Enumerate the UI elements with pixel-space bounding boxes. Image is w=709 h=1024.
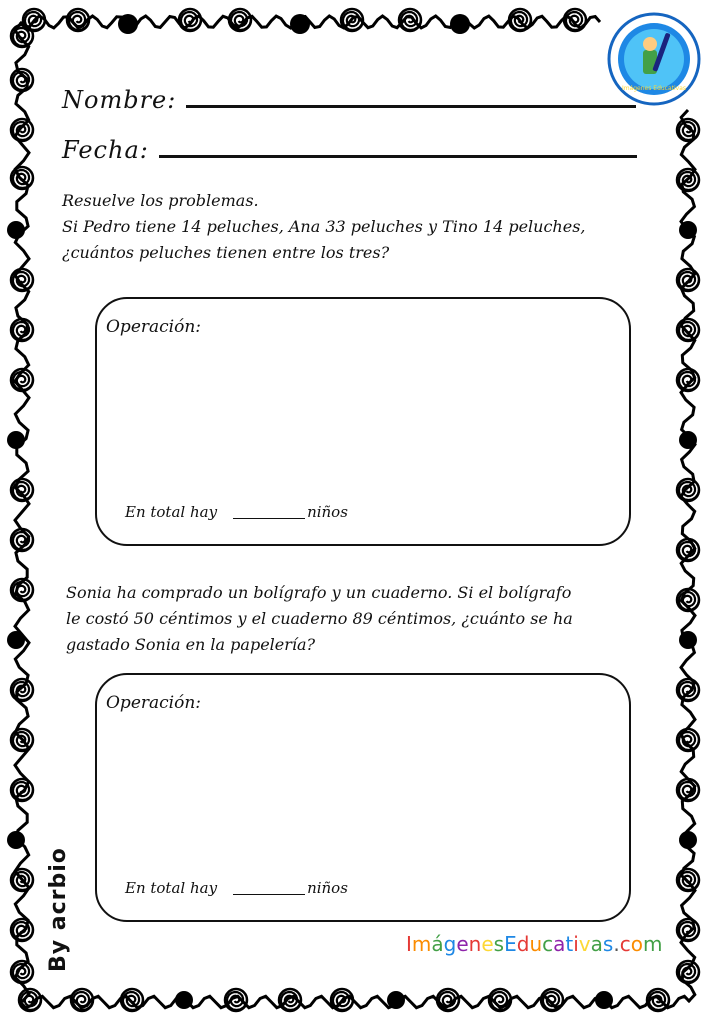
problem-2-answer-box[interactable] [95, 673, 631, 922]
author-credit: By acrbio [46, 847, 71, 972]
date-label: Fecha: [62, 136, 149, 164]
watermark-letter: a [553, 932, 566, 956]
watermark-letter: o [630, 932, 643, 956]
watermark-letter: u [529, 932, 543, 956]
problem-2-text [66, 580, 656, 658]
watermark-letter: e [456, 932, 469, 956]
date-field-row [62, 136, 637, 164]
total-suffix: niños [307, 503, 348, 521]
watermark-letter: I [406, 932, 412, 956]
watermark-letter: m [642, 932, 663, 956]
watermark-letter: á [431, 932, 444, 956]
total-answer-blank[interactable] [233, 894, 305, 895]
problem-2-line-1: Sonia ha comprado un bolígrafo y un cuaderno. Si el bolígrafo [66, 583, 572, 602]
total-prefix: En total hay [125, 879, 218, 897]
total-suffix: niños [307, 879, 348, 897]
svg-text:Imágenes Educativas: Imágenes Educativas [621, 85, 687, 92]
operation-label: Operación: [106, 693, 202, 713]
instruction-text: Resuelve los problemas. [62, 191, 259, 210]
watermark-letter: s [602, 932, 614, 956]
watermark-letter: g [443, 932, 457, 956]
watermark-letter: c [542, 932, 554, 956]
total-prefix: En total hay [125, 503, 218, 521]
watermark-letter: s [493, 932, 505, 956]
total-answer-blank[interactable] [233, 518, 305, 519]
watermark-letter: . [613, 932, 620, 956]
problem-1-line-2: ¿cuántos peluches tienen entre los tres? [62, 243, 390, 262]
watermark-letter: c [619, 932, 631, 956]
watermark-letter: m [411, 932, 432, 956]
operation-label: Operación: [106, 317, 202, 337]
watermark-letter: t [565, 932, 574, 956]
problem-2-line-2: le costó 50 céntimos y el cuaderno 89 céntimos, ¿cuánto se ha [66, 609, 573, 628]
date-write-line[interactable] [159, 155, 637, 158]
problem-1-line-1: Si Pedro tiene 14 peluches, Ana 33 peluches y Tino 14 peluches, [62, 217, 586, 236]
problem-1-answer-box[interactable] [95, 297, 631, 546]
watermark-letter: d [516, 932, 530, 956]
watermark-letter: E [504, 932, 517, 956]
name-write-line[interactable] [186, 105, 636, 108]
name-label: Nombre: [62, 86, 177, 114]
watermark-letter: v [578, 932, 591, 956]
site-watermark [406, 932, 662, 956]
watermark-letter: i [573, 932, 579, 956]
problem-1-text [62, 188, 652, 266]
problem-2-line-3: gastado Sonia en la papelería? [66, 635, 316, 654]
total-sentence [125, 879, 348, 897]
name-field-row [62, 86, 636, 114]
watermark-letter: n [468, 932, 482, 956]
watermark-letter: e [481, 932, 494, 956]
total-sentence [125, 503, 348, 521]
watermark-letter: a [590, 932, 603, 956]
